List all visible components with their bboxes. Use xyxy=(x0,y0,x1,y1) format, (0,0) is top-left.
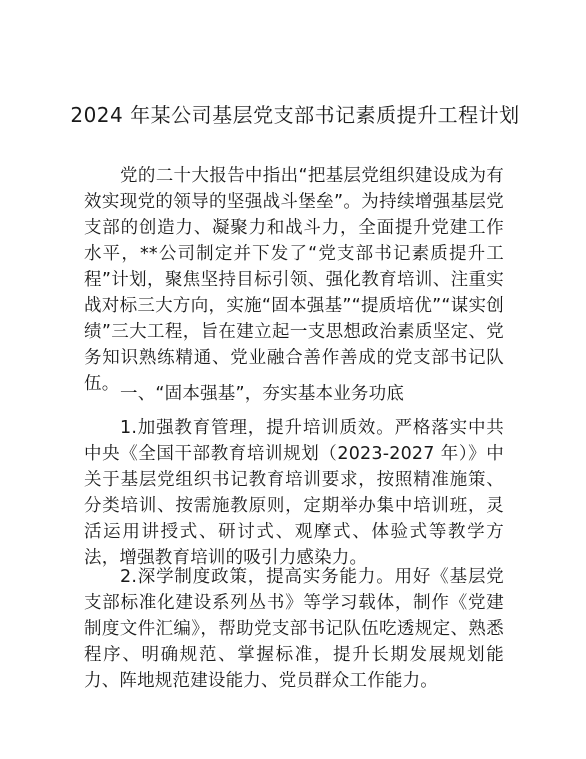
intro-paragraph: 党的二十大报告中指出“把基层党组织建设成为有效实现党的领导的坚强战斗堡垒”。为持续增强基层党支部的创造力、凝聚力和战斗力，全面提升党建工作水平，**公司制定并下发了“党支部书记素质提升工程”计划，聚焦坚持目标引领、强化教育培训、注重实战对标三大方向，实施“固本强基”“提质培优”“谋实创绩”三大工程，旨在建立起一支思想政治素质坚定、党务知识熟练精通、党业融合善作善成的党支部书记队伍。 xyxy=(84,166,504,394)
item-paragraph-1: 1.加强教育管理，提升培训质效。严格落实中共中央《全国干部教育培训规划（2023-2027 年）》中关于基层党组织书记教育培训要求，按照精准施策、分类培训、按需施教原则，定期举办集中培训班，灵活运用讲授式、研讨式、观摩式、体验式等教学方法，增强教育培训的吸引力感染力。 xyxy=(84,418,504,568)
section-heading-1: 一、“固本强基”，夯实基本业务功底 xyxy=(120,384,405,404)
document-title: 2024 年某公司基层党支部书记素质提升工程计划 xyxy=(70,103,520,127)
item-paragraph-2: 2.深学制度政策，提高实务能力。用好《基层党支部标准化建设系列丛书》等学习载体，制作《党建制度文件汇编》，帮助党支部书记队伍吃透规定、熟悉程序、明确规范、掌握标准，提升长期发展规划能力、阵地规范建设能力、党员群众工作能力。 xyxy=(84,567,504,691)
